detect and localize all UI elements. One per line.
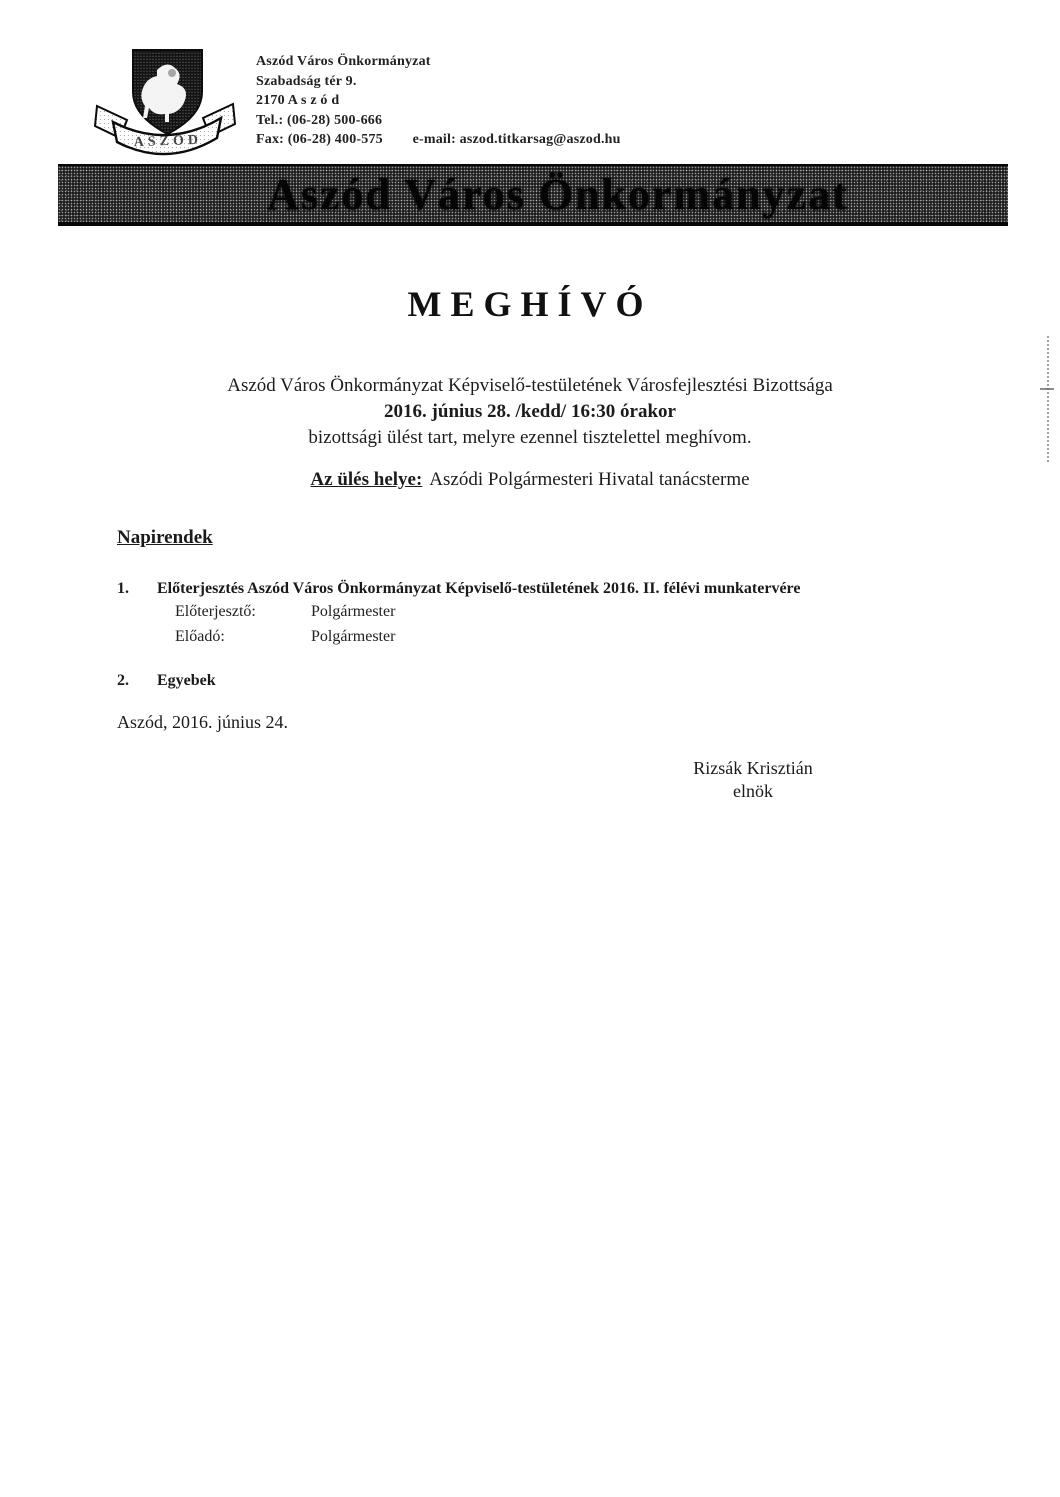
meeting-location (0, 469, 1060, 491)
detail-label: Előterjesztő: (175, 603, 256, 620)
agenda-detail-presenter (175, 603, 395, 621)
title-banner (58, 164, 1008, 226)
document-title: MEGHÍVÓ (407, 284, 653, 324)
org-name: Aszód Város Önkormányzat (256, 54, 431, 69)
agenda-item-2 (117, 672, 997, 690)
intro-paragraph (0, 373, 1060, 451)
agenda-item-number: 2. (117, 672, 129, 689)
agenda-detail-speaker (175, 628, 395, 646)
intro-line-datetime: 2016. június 28. /kedd/ 16:30 órakor (384, 401, 676, 422)
signature-block (633, 757, 873, 803)
scan-artifact-tick (1040, 388, 1054, 390)
agenda-item-title: Egyebek (157, 672, 216, 689)
agenda-item-1 (117, 580, 997, 598)
fax-line: Fax: (06-28) 400-575 (256, 132, 383, 147)
detail-value: Polgármester (311, 628, 396, 645)
agenda-heading: Napirendek (117, 527, 213, 548)
date-line: Aszód, 2016. június 24. (117, 712, 288, 732)
intro-line-committee: Aszód Város Önkormányzat Képviselő-testületének Városfejlesztési Bizottsága (227, 375, 833, 396)
location-value: Aszódi Polgármesteri Hivatal tanácsterme (429, 469, 750, 490)
letterhead (256, 52, 621, 150)
location-label: Az ülés helye: (310, 469, 423, 490)
coat-of-arms-icon (94, 46, 236, 161)
signature-role: elnök (733, 781, 773, 801)
agenda-item-title: Előterjesztés Aszód Város Önkormányzat Képviselő-testületének 2016. II. félévi munkatervére (157, 580, 801, 597)
banner-title: Aszód Város Önkormányzat (267, 169, 849, 219)
scan-artifact-dotted-line (1047, 336, 1049, 462)
agenda-item-number: 1. (117, 580, 129, 597)
phone-line: Tel.: (06-28) 500-666 (256, 112, 383, 128)
detail-label: Előadó: (175, 628, 225, 645)
address-city: 2170 A s z ó d (256, 93, 340, 108)
intro-line-invite: bizottsági ülést tart, melyre ezennel tisztelettel meghívom. (308, 427, 752, 448)
fax-email-line (256, 130, 621, 150)
signature-name: Rizsák Krisztián (693, 758, 813, 778)
ribbon-text: ASZÓD (133, 132, 203, 151)
detail-value: Polgármester (311, 603, 396, 620)
email-line: e-mail: aszod.titkarsag@aszod.hu (412, 132, 621, 147)
address-street: Szabadság tér 9. (256, 73, 357, 89)
